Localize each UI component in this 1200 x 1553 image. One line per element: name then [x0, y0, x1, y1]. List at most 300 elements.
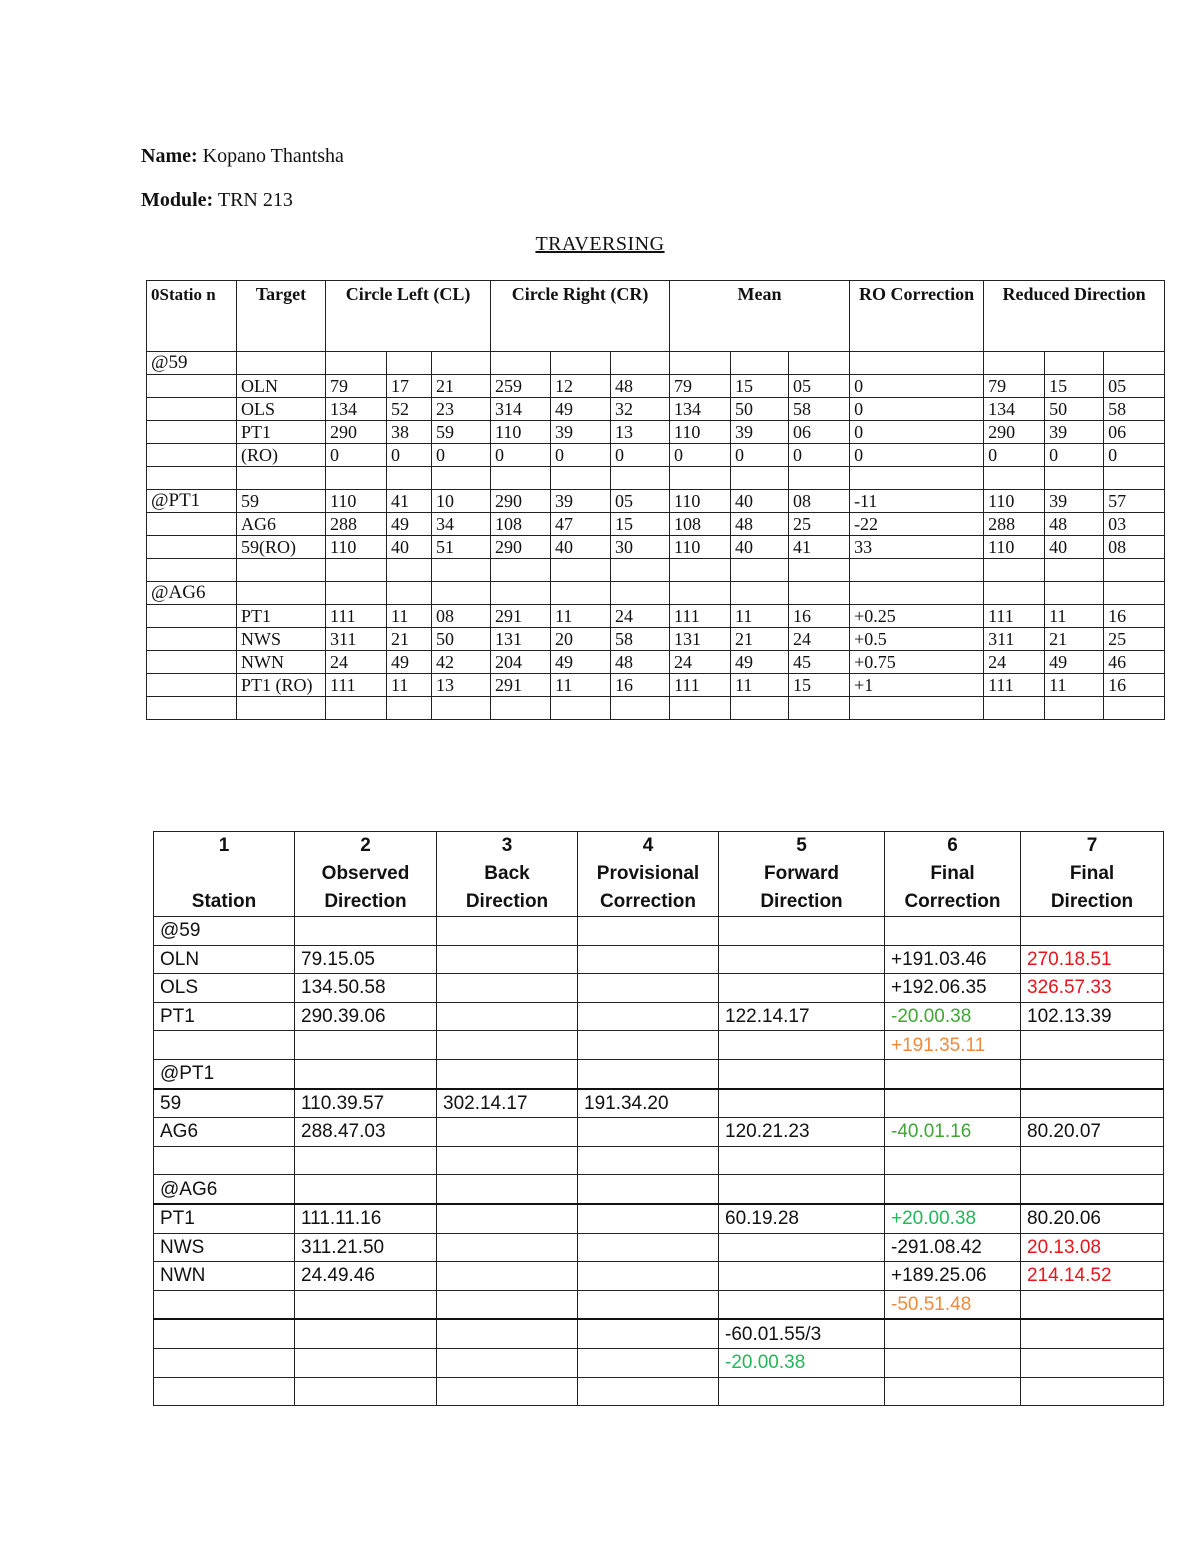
value-cell: 20 [551, 628, 611, 651]
value-cell [731, 467, 789, 490]
value-cell: 48 [1045, 513, 1104, 536]
value-cell [387, 467, 432, 490]
value-cell: 50 [1045, 398, 1104, 421]
table-row [154, 1319, 1164, 1348]
value-cell: 79.15.05 [295, 945, 437, 974]
target-cell [237, 467, 326, 490]
value-cell: -50.51.48 [885, 1290, 1021, 1319]
table-row [154, 917, 1164, 946]
value-cell [437, 1118, 578, 1147]
value-cell [885, 1175, 1021, 1204]
value-cell: 110 [491, 421, 551, 444]
value-cell [1021, 1290, 1164, 1319]
station-cell: @59 [154, 917, 295, 946]
value-cell [326, 352, 387, 375]
value-cell [491, 582, 551, 605]
value-cell: 21 [387, 628, 432, 651]
value-cell: 131 [670, 628, 731, 651]
value-cell: 47 [551, 513, 611, 536]
value-cell: 48 [731, 513, 789, 536]
column-header [154, 832, 295, 917]
value-cell: 110 [670, 421, 731, 444]
header-target: Target [237, 281, 326, 352]
value-cell [387, 352, 432, 375]
value-cell: 311 [984, 628, 1045, 651]
value-cell: -20.00.38 [719, 1348, 885, 1377]
value-cell: 03 [1104, 513, 1165, 536]
value-cell: 110 [984, 536, 1045, 559]
column-header [578, 832, 719, 917]
value-cell: +189.25.06 [885, 1262, 1021, 1291]
station-cell [147, 513, 237, 536]
station-cell [147, 375, 237, 398]
header-station: 0Statio n [147, 281, 237, 352]
value-cell: 11 [551, 674, 611, 697]
value-cell: 13 [432, 674, 491, 697]
value-cell: 16 [789, 605, 850, 628]
value-cell: 42 [432, 651, 491, 674]
value-cell [670, 559, 731, 582]
table-row [147, 559, 1165, 582]
column-number: 4 [642, 835, 654, 856]
value-cell [295, 1146, 437, 1175]
value-cell [437, 1233, 578, 1262]
table-row [147, 628, 1165, 651]
station-cell: @59 [147, 352, 237, 375]
table-row [147, 513, 1165, 536]
value-cell [578, 1348, 719, 1377]
value-cell [719, 1377, 885, 1406]
value-cell: 05 [1104, 375, 1165, 398]
target-cell: AG6 [237, 513, 326, 536]
value-cell: 0 [850, 398, 984, 421]
value-cell: 290 [984, 421, 1045, 444]
value-cell: -60.01.55/3 [719, 1319, 885, 1348]
target-cell [237, 697, 326, 720]
value-cell: 0 [731, 444, 789, 467]
value-cell: 41 [789, 536, 850, 559]
value-cell: 134 [670, 398, 731, 421]
value-cell [387, 697, 432, 720]
value-cell: 58 [611, 628, 670, 651]
value-cell [578, 1175, 719, 1204]
value-cell [295, 1290, 437, 1319]
value-cell: 311.21.50 [295, 1233, 437, 1262]
value-cell [719, 1031, 885, 1060]
value-cell: 52 [387, 398, 432, 421]
value-cell [984, 352, 1045, 375]
value-cell: 111 [326, 674, 387, 697]
value-cell [1021, 1175, 1164, 1204]
table-row [154, 1118, 1164, 1147]
value-cell [984, 559, 1045, 582]
value-cell: +20.00.38 [885, 1204, 1021, 1233]
value-cell: 0 [850, 375, 984, 398]
document-title: TRAVERSING [535, 233, 665, 255]
value-cell [295, 1348, 437, 1377]
value-cell: 0 [611, 444, 670, 467]
value-cell [437, 917, 578, 946]
value-cell: 290.39.06 [295, 1002, 437, 1031]
value-cell: 08 [432, 605, 491, 628]
table-row [147, 398, 1165, 421]
value-cell: 49 [551, 398, 611, 421]
value-cell [437, 1059, 578, 1088]
value-cell [551, 582, 611, 605]
value-cell: 288 [984, 513, 1045, 536]
table-row [154, 1348, 1164, 1377]
column-header [437, 832, 578, 917]
value-cell [1021, 1059, 1164, 1088]
station-cell [147, 559, 237, 582]
value-cell: -291.08.42 [885, 1233, 1021, 1262]
value-cell: 23 [432, 398, 491, 421]
column-number: 5 [796, 835, 807, 856]
value-cell [850, 697, 984, 720]
value-cell [437, 1002, 578, 1031]
value-cell [578, 1059, 719, 1088]
value-cell [885, 917, 1021, 946]
value-cell [984, 697, 1045, 720]
value-cell: 33 [850, 536, 984, 559]
value-cell [578, 1377, 719, 1406]
value-cell [1104, 559, 1165, 582]
column-number: 6 [947, 835, 958, 856]
value-cell [578, 945, 719, 974]
header-ro-correction: RO Correction [850, 281, 984, 352]
value-cell [611, 697, 670, 720]
value-cell [578, 1290, 719, 1319]
value-cell: 15 [789, 674, 850, 697]
value-cell [551, 352, 611, 375]
column-label: Observed Direction [321, 863, 410, 912]
value-cell: 288 [326, 513, 387, 536]
value-cell [578, 974, 719, 1003]
value-cell [432, 352, 491, 375]
value-cell [578, 1118, 719, 1147]
value-cell: 40 [731, 536, 789, 559]
value-cell: 49 [387, 651, 432, 674]
value-cell: 111 [984, 674, 1045, 697]
table-row [154, 1377, 1164, 1406]
value-cell [611, 559, 670, 582]
value-cell [437, 945, 578, 974]
target-cell: (RO) [237, 444, 326, 467]
value-cell: 0 [850, 421, 984, 444]
value-cell: 79 [326, 375, 387, 398]
value-cell: 40 [1045, 536, 1104, 559]
value-cell: 17 [387, 375, 432, 398]
value-cell [578, 1002, 719, 1031]
table-row [147, 582, 1165, 605]
table-row [154, 1089, 1164, 1118]
value-cell: 80.20.07 [1021, 1118, 1164, 1147]
station-cell: AG6 [154, 1118, 295, 1147]
value-cell: 48 [611, 375, 670, 398]
value-cell [984, 582, 1045, 605]
table-row [154, 1002, 1164, 1031]
value-cell: 288.47.03 [295, 1118, 437, 1147]
value-cell [1104, 582, 1165, 605]
value-cell: 46 [1104, 651, 1165, 674]
table-row [154, 974, 1164, 1003]
value-cell [295, 917, 437, 946]
table-row [147, 352, 1165, 375]
value-cell: 11 [387, 605, 432, 628]
value-cell [789, 697, 850, 720]
value-cell: 32 [611, 398, 670, 421]
value-cell: 15 [731, 375, 789, 398]
value-cell [731, 559, 789, 582]
table-row [154, 1175, 1164, 1204]
value-cell: 110 [670, 490, 731, 513]
value-cell [578, 1262, 719, 1291]
value-cell: 110 [984, 490, 1045, 513]
value-cell [437, 1377, 578, 1406]
table-row [154, 1146, 1164, 1175]
value-cell: 11 [551, 605, 611, 628]
table-row [154, 945, 1164, 974]
value-cell [850, 582, 984, 605]
value-cell: +0.75 [850, 651, 984, 674]
value-cell [850, 352, 984, 375]
value-cell [578, 1031, 719, 1060]
value-cell [432, 582, 491, 605]
value-cell: 204 [491, 651, 551, 674]
value-cell: 40 [551, 536, 611, 559]
value-cell [719, 945, 885, 974]
station-cell: OLS [154, 974, 295, 1003]
value-cell: 50 [432, 628, 491, 651]
value-cell: 15 [1045, 375, 1104, 398]
value-cell [885, 1377, 1021, 1406]
value-cell: 0 [984, 444, 1045, 467]
value-cell: 49 [387, 513, 432, 536]
value-cell: 311 [326, 628, 387, 651]
value-cell [719, 1059, 885, 1088]
value-cell [670, 467, 731, 490]
column-label: Final Correction [904, 863, 1001, 912]
value-cell: 314 [491, 398, 551, 421]
column-header [295, 832, 437, 917]
column-number: 7 [1086, 835, 1098, 856]
value-cell: 11 [387, 674, 432, 697]
value-cell: 110 [326, 536, 387, 559]
value-cell: 06 [1104, 421, 1165, 444]
value-cell: 0 [432, 444, 491, 467]
value-cell [885, 1146, 1021, 1175]
traverse-observation-table [146, 280, 1165, 720]
column-number: 1 [218, 835, 230, 856]
table-row [147, 536, 1165, 559]
value-cell: 21 [432, 375, 491, 398]
name-line [141, 145, 344, 168]
value-cell: 20.13.08 [1021, 1233, 1164, 1262]
final-direction-table [153, 831, 1164, 1406]
value-cell [885, 1059, 1021, 1088]
station-cell [147, 444, 237, 467]
value-cell: 11 [731, 605, 789, 628]
target-cell [237, 559, 326, 582]
value-cell: 25 [1104, 628, 1165, 651]
value-cell: 21 [1045, 628, 1104, 651]
value-cell: 259 [491, 375, 551, 398]
value-cell: 25 [789, 513, 850, 536]
value-cell: 34 [432, 513, 491, 536]
value-cell [1021, 1348, 1164, 1377]
value-cell [387, 559, 432, 582]
station-cell [154, 1348, 295, 1377]
value-cell: +0.5 [850, 628, 984, 651]
value-cell: 214.14.52 [1021, 1262, 1164, 1291]
value-cell: -11 [850, 490, 984, 513]
value-cell [1104, 352, 1165, 375]
value-cell: 122.14.17 [719, 1002, 885, 1031]
value-cell [437, 974, 578, 1003]
value-cell: 12 [551, 375, 611, 398]
value-cell: 0 [387, 444, 432, 467]
station-cell [147, 536, 237, 559]
value-cell [719, 1175, 885, 1204]
value-cell: 51 [432, 536, 491, 559]
value-cell [1021, 1377, 1164, 1406]
value-cell [295, 1319, 437, 1348]
station-cell: @AG6 [154, 1175, 295, 1204]
value-cell: 40 [731, 490, 789, 513]
value-cell: 11 [1045, 674, 1104, 697]
value-cell [885, 1319, 1021, 1348]
value-cell [611, 467, 670, 490]
station-cell [154, 1290, 295, 1319]
station-cell [154, 1146, 295, 1175]
value-cell: 30 [611, 536, 670, 559]
value-cell [789, 467, 850, 490]
value-cell [1045, 559, 1104, 582]
value-cell [437, 1175, 578, 1204]
value-cell: +192.06.35 [885, 974, 1021, 1003]
value-cell: 05 [611, 490, 670, 513]
station-cell [147, 398, 237, 421]
value-cell [789, 559, 850, 582]
station-cell [147, 628, 237, 651]
value-cell [437, 1348, 578, 1377]
value-cell: 111 [326, 605, 387, 628]
value-cell [885, 1089, 1021, 1118]
value-cell: 16 [1104, 674, 1165, 697]
value-cell: 39 [1045, 421, 1104, 444]
value-cell: 111 [984, 605, 1045, 628]
value-cell: 0 [670, 444, 731, 467]
station-cell [147, 674, 237, 697]
value-cell [1021, 1146, 1164, 1175]
value-cell [295, 1031, 437, 1060]
module-value: TRN 213 [217, 189, 293, 211]
column-label: Station [191, 891, 257, 912]
value-cell [551, 697, 611, 720]
value-cell: 08 [789, 490, 850, 513]
value-cell [326, 697, 387, 720]
station-cell [147, 697, 237, 720]
station-cell [147, 467, 237, 490]
value-cell [387, 582, 432, 605]
value-cell: 291 [491, 605, 551, 628]
value-cell: 0 [1045, 444, 1104, 467]
value-cell [1045, 582, 1104, 605]
value-cell: 0 [326, 444, 387, 467]
station-cell: @PT1 [147, 490, 237, 513]
column-label: Provisional Correction [596, 863, 700, 912]
column-label: Back Direction [465, 863, 549, 912]
value-cell: 326.57.33 [1021, 974, 1164, 1003]
value-cell: 108 [670, 513, 731, 536]
station-cell [147, 651, 237, 674]
target-cell: OLN [237, 375, 326, 398]
value-cell [1045, 697, 1104, 720]
station-cell [147, 605, 237, 628]
module-line [141, 189, 293, 212]
value-cell: 191.34.20 [578, 1089, 719, 1118]
value-cell [551, 467, 611, 490]
value-cell: 48 [611, 651, 670, 674]
value-cell: 110 [326, 490, 387, 513]
value-cell: 39 [731, 421, 789, 444]
value-cell [491, 352, 551, 375]
value-cell: 24 [984, 651, 1045, 674]
value-cell: 290 [326, 421, 387, 444]
value-cell [731, 697, 789, 720]
value-cell: 57 [1104, 490, 1165, 513]
value-cell [437, 1262, 578, 1291]
value-cell: +0.25 [850, 605, 984, 628]
value-cell [984, 467, 1045, 490]
value-cell: 49 [1045, 651, 1104, 674]
target-cell: NWS [237, 628, 326, 651]
target-cell: PT1 [237, 421, 326, 444]
value-cell [719, 974, 885, 1003]
value-cell [850, 559, 984, 582]
value-cell [1021, 917, 1164, 946]
value-cell: 120.21.23 [719, 1118, 885, 1147]
value-cell: -22 [850, 513, 984, 536]
value-cell: 302.14.17 [437, 1089, 578, 1118]
column-header [1021, 832, 1164, 917]
value-cell: 41 [387, 490, 432, 513]
table-row [154, 1204, 1164, 1233]
table-row [154, 1031, 1164, 1060]
value-cell: 50 [731, 398, 789, 421]
value-cell [295, 1377, 437, 1406]
value-cell: 102.13.39 [1021, 1002, 1164, 1031]
value-cell [1021, 1089, 1164, 1118]
value-cell: 0 [789, 444, 850, 467]
station-cell [147, 421, 237, 444]
value-cell [491, 559, 551, 582]
table-row [147, 375, 1165, 398]
value-cell: 134 [326, 398, 387, 421]
header-circle-left: Circle Left (CL) [326, 281, 491, 352]
table-row [147, 421, 1165, 444]
value-cell [1045, 352, 1104, 375]
value-cell [611, 352, 670, 375]
value-cell [611, 582, 670, 605]
value-cell: 16 [1104, 605, 1165, 628]
station-cell: NWN [154, 1262, 295, 1291]
value-cell: 39 [551, 490, 611, 513]
target-cell: NWN [237, 651, 326, 674]
column-number: 3 [501, 835, 513, 856]
value-cell [1104, 697, 1165, 720]
target-cell: PT1 (RO) [237, 674, 326, 697]
